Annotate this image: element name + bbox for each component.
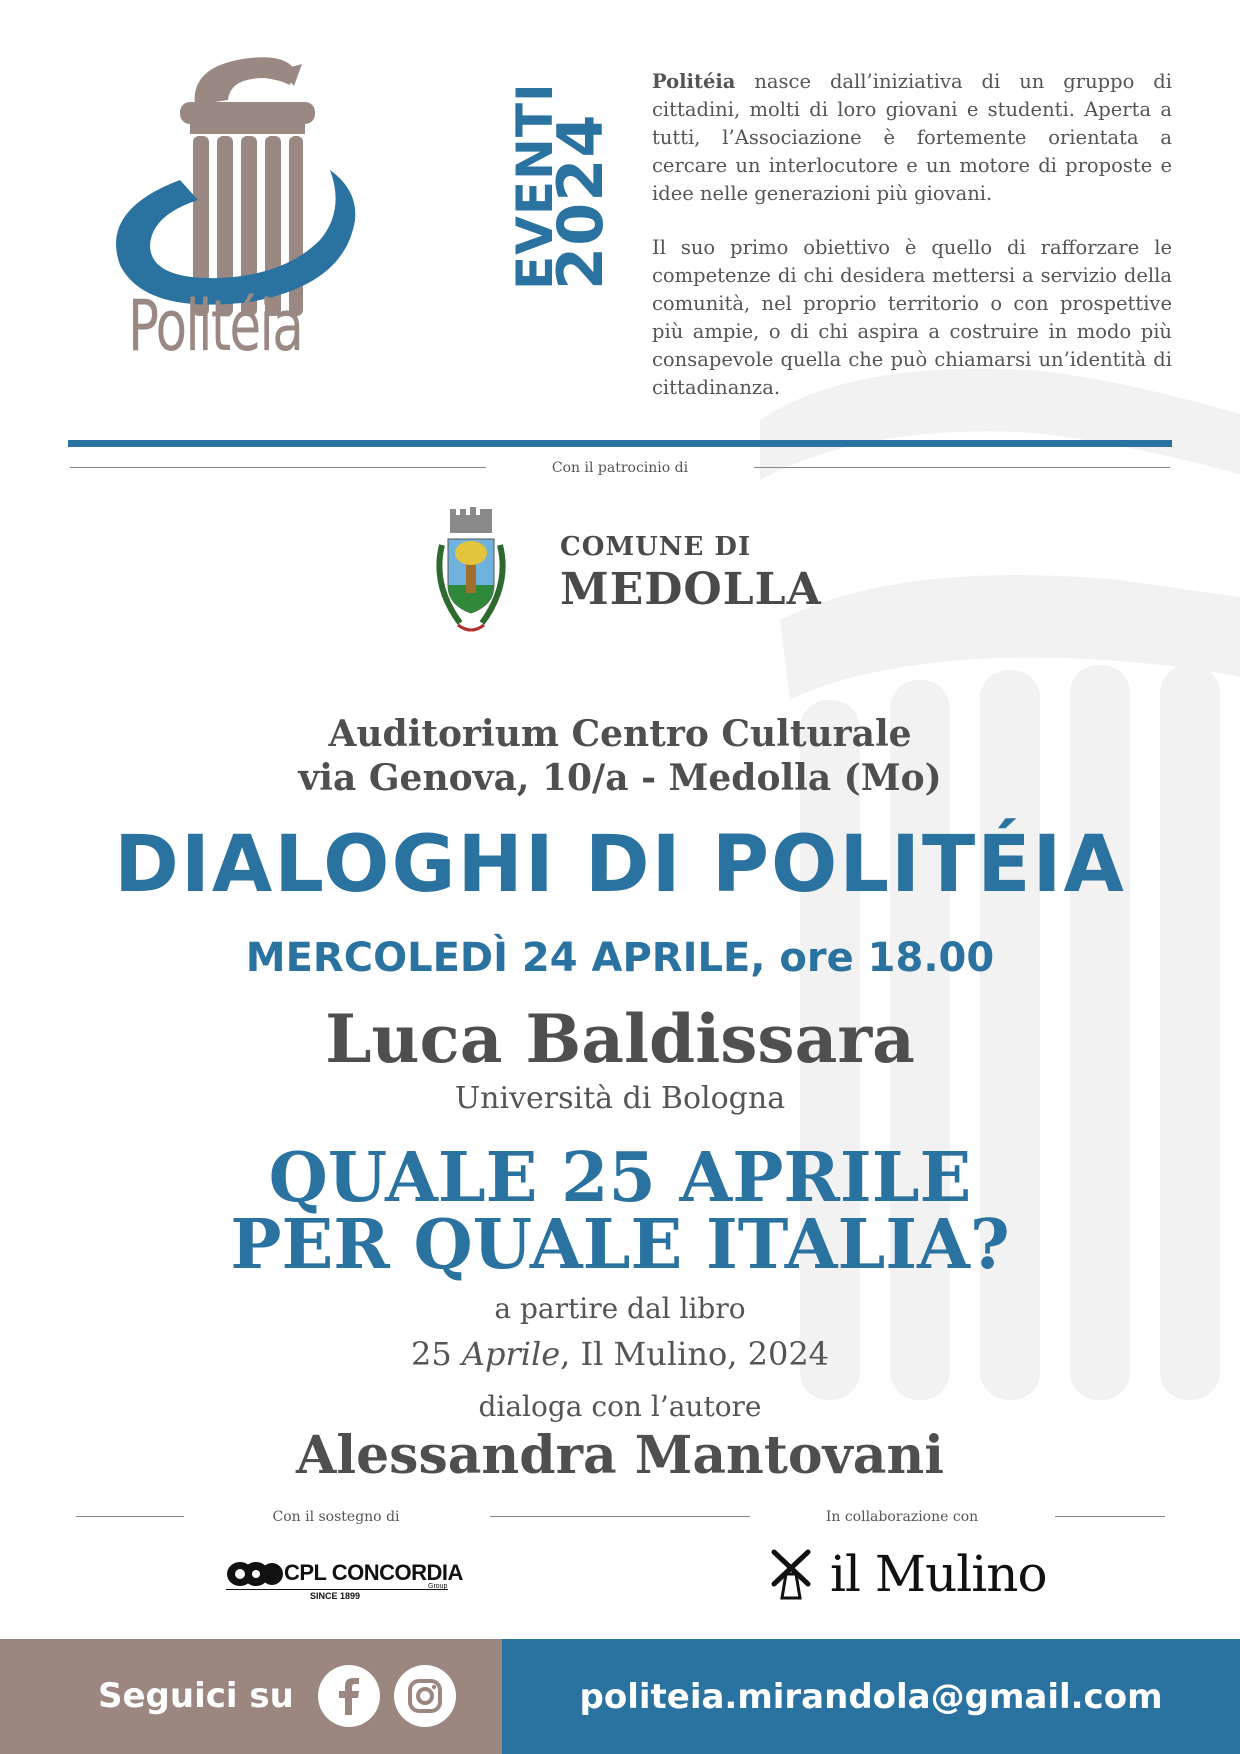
talk-title-line-2: PER QUALE ITALIA? [230,1205,1010,1285]
il-mulino-logo: il Mulino [830,1545,1047,1603]
eventi-label: EVENTI [506,82,564,290]
intro-paragraph-1-text: nasce dall’iniziativa di un gruppo di cittadini, molti di loro giovani e studenti. Aperta a tutti, l’Associazione è fortemente orientata a cercare un interlocutore e un motore di proposte e idee nelle generazioni più giovani. [652,70,1172,205]
cpl-logo-icon [226,1560,284,1590]
contact-email-link[interactable]: politeia.mirandola@gmail.com [579,1677,1163,1717]
follow-label: Seguici su [98,1676,294,1716]
support-rule-left [76,1516,184,1517]
collab-rule-right [1055,1516,1165,1517]
comune-name: MEDOLLA [560,564,822,615]
intro-paragraph-2: Il suo primo obiettivo è quello di rafforzare le competenze di chi desidera mettersi a servizio della comunità, nel proprio territorio o con prospettive più ampie, o di chi aspira a costruire in modo più consapevole quella che può chiamarsi un’identità di cittadinanza. [652,236,1172,399]
support-label: Con il sostegno di [272,1509,400,1525]
politeia-logo [80,40,380,370]
cpl-underline [226,1589,448,1590]
speaker-affiliation: Università di Bologna [454,1081,786,1116]
header-divider [68,440,1172,447]
intro-bold-name: Politéia [652,70,736,93]
event-date: MERCOLEDÌ 24 APRILE, ore 18.00 [245,935,995,981]
patronage-label: Con il patrocinio di [551,460,689,476]
cpl-name: CPL CONCORDIA [284,1560,463,1585]
book-title-italic: Aprile [461,1335,561,1373]
windmill-icon [768,1548,814,1600]
facebook-icon[interactable] [318,1665,380,1727]
patronage-rule-left [70,467,486,468]
cpl-group: Group [428,1583,448,1590]
patronage-rule-right [754,467,1170,468]
book-number: 25 [410,1335,462,1373]
sponsor-rule-middle [490,1516,750,1517]
collab-label: In collaborazione con [825,1509,979,1525]
venue-address: via Genova, 10/a - Medolla (Mo) [298,757,942,799]
comune-crest-icon [430,505,512,645]
book-intro: a partire dal libro [494,1292,746,1325]
instagram-icon[interactable] [394,1665,456,1727]
cpl-concordia-logo [226,1558,463,1606]
book-reference [0,1335,1240,1373]
series-title: DIALOGHI DI POLITÉIA [114,820,1126,910]
book-publisher: , Il Mulino, 2024 [560,1335,830,1373]
eventi-year: 2024 [544,113,617,290]
speaker-name: Luca Baldissara [325,1000,915,1078]
intro-text [652,68,1172,428]
intro-paragraph-1 [652,68,1172,208]
dialoga-label: dialoga con l’autore [478,1390,762,1423]
cpl-since: SINCE 1899 [310,1591,361,1601]
venue-name: Auditorium Centro Culturale [328,713,912,755]
comune-di-label: COMUNE DI [560,532,752,562]
logo-wordmark: Politéia [128,285,303,367]
talk-title-line-1: QUALE 25 APRILE [268,1138,972,1218]
moderator-name: Alessandra Mantovani [295,1425,945,1486]
